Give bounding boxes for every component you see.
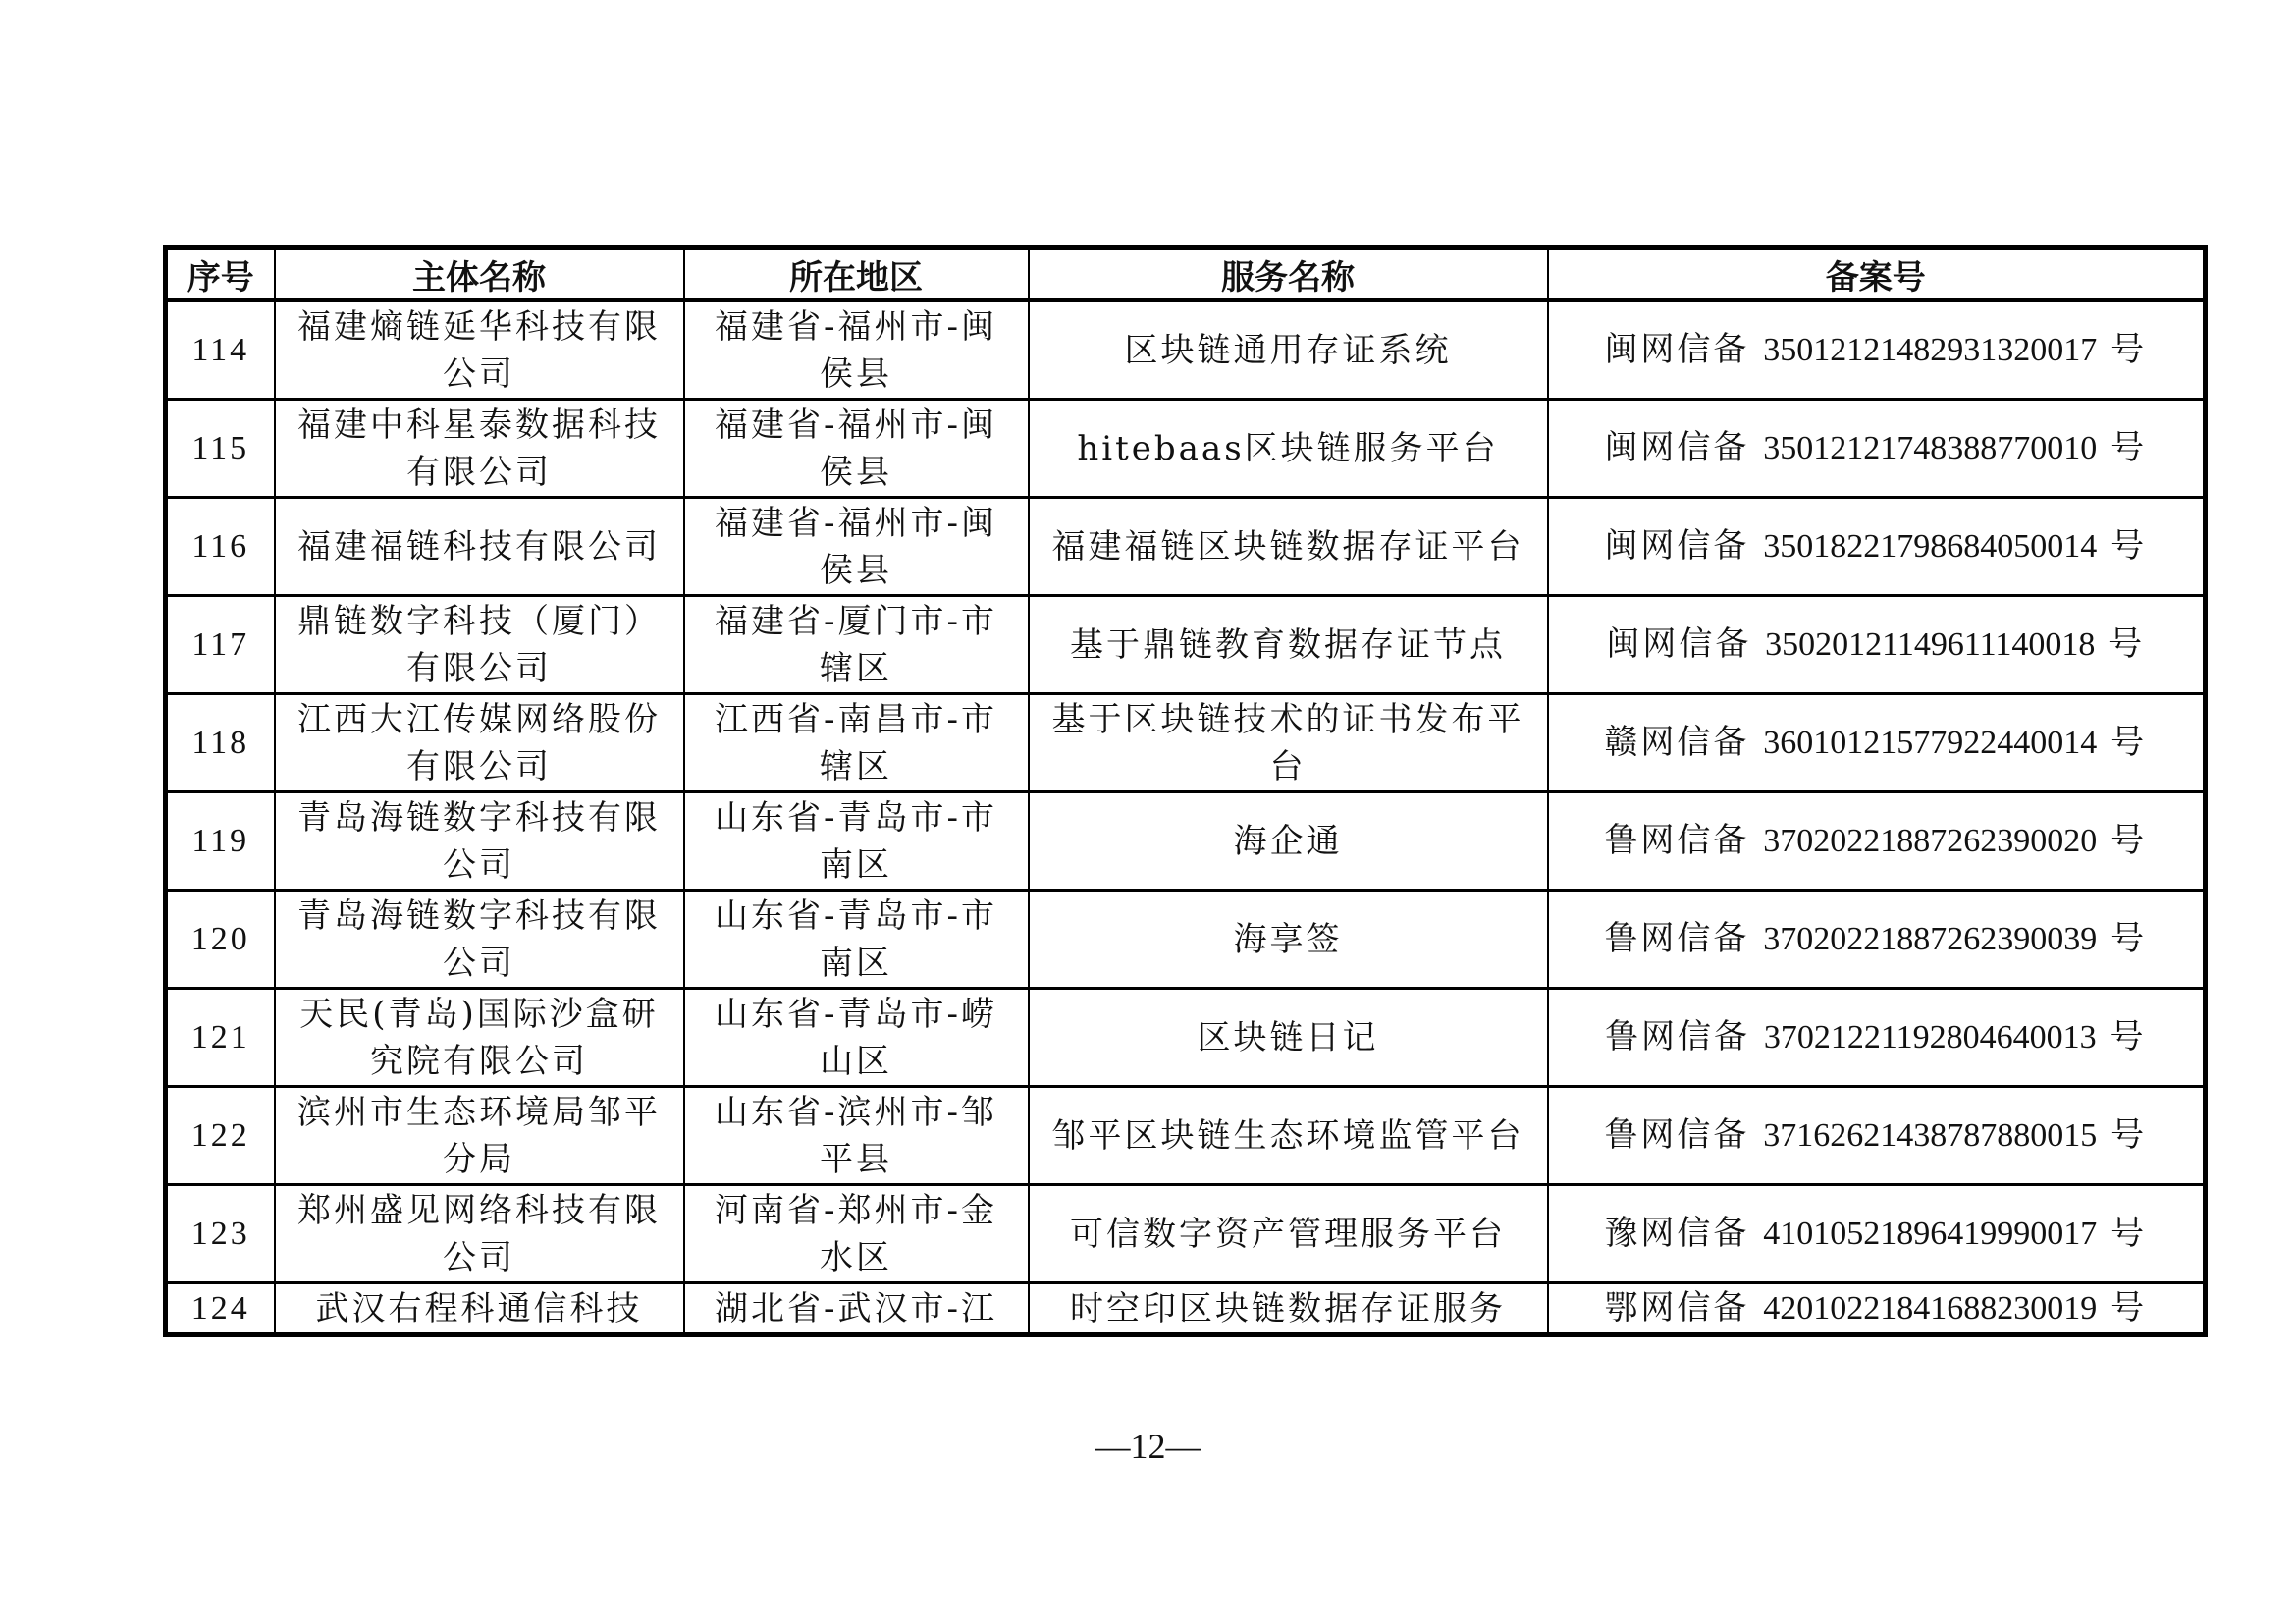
record-digits: 35012121482931320017 xyxy=(1763,332,2098,368)
table-row xyxy=(166,498,2206,596)
cell-record-number xyxy=(1548,792,2206,891)
header-region: 所在地区 xyxy=(684,248,1029,301)
cell-region: 湖北省-武汉市-江 xyxy=(684,1283,1029,1335)
record-digits: 37162621438787880015 xyxy=(1763,1117,2098,1154)
table-row xyxy=(166,989,2206,1087)
cell-region: 江西省-南昌市-市辖区 xyxy=(684,694,1029,792)
record-prefix: 鄂网信备 xyxy=(1604,1288,1750,1327)
header-record-number: 备案号 xyxy=(1548,248,2206,301)
table-row xyxy=(166,596,2206,694)
table-row xyxy=(166,792,2206,891)
record-digits: 35020121149611140018 xyxy=(1765,626,2096,663)
record-suffix: 号 xyxy=(2109,1017,2147,1056)
cell-region: 福建省-福州市-闽侯县 xyxy=(684,400,1029,498)
table-row xyxy=(166,891,2206,989)
record-prefix: 鲁网信备 xyxy=(1604,821,1750,860)
record-prefix: 鲁网信备 xyxy=(1604,1115,1750,1155)
record-prefix: 闽网信备 xyxy=(1606,624,1752,664)
record-prefix: 赣网信备 xyxy=(1604,723,1750,762)
table-row xyxy=(166,400,2206,498)
cell-region: 福建省-福州市-闽侯县 xyxy=(684,300,1029,400)
cell-region: 山东省-青岛市-市南区 xyxy=(684,891,1029,989)
cell-serial-number: 119 xyxy=(166,792,275,891)
record-suffix: 号 xyxy=(2110,723,2148,762)
cell-record-number xyxy=(1548,498,2206,596)
cell-region: 福建省-厦门市-市辖区 xyxy=(684,596,1029,694)
cell-record-number xyxy=(1548,1087,2206,1185)
cell-service-name: hitebaas区块链服务平台 xyxy=(1029,400,1548,498)
cell-region: 山东省-滨州市-邹平县 xyxy=(684,1087,1029,1185)
cell-serial-number: 115 xyxy=(166,400,275,498)
page-number: —12— xyxy=(1095,1427,1201,1466)
cell-serial-number: 121 xyxy=(166,989,275,1087)
record-digits: 35012121748388770010 xyxy=(1763,430,2098,466)
header-service-name: 服务名称 xyxy=(1029,248,1548,301)
cell-service-name: 可信数字资产管理服务平台 xyxy=(1029,1185,1548,1283)
cell-region: 河南省-郑州市-金水区 xyxy=(684,1185,1029,1283)
cell-record-number xyxy=(1548,300,2206,400)
cell-entity-name: 天民(青岛)国际沙盒研究院有限公司 xyxy=(275,989,684,1087)
cell-entity-name: 青岛海链数字科技有限公司 xyxy=(275,792,684,891)
record-prefix: 闽网信备 xyxy=(1604,428,1750,467)
record-digits: 37020221887262390039 xyxy=(1763,921,2098,957)
cell-entity-name: 青岛海链数字科技有限公司 xyxy=(275,891,684,989)
record-prefix: 闽网信备 xyxy=(1604,330,1750,369)
cell-serial-number: 123 xyxy=(166,1185,275,1283)
record-suffix: 号 xyxy=(2110,821,2148,860)
cell-entity-name: 郑州盛见网络科技有限公司 xyxy=(275,1185,684,1283)
record-suffix: 号 xyxy=(2110,1214,2148,1253)
record-suffix: 号 xyxy=(2110,526,2148,566)
record-digits: 35018221798684050014 xyxy=(1763,528,2098,565)
cell-service-name: 基于区块链技术的证书发布平台 xyxy=(1029,694,1548,792)
table-row xyxy=(166,1087,2206,1185)
cell-service-name: 基于鼎链教育数据存证节点 xyxy=(1029,596,1548,694)
record-digits: 37020221887262390020 xyxy=(1763,823,2098,859)
record-digits: 36010121577922440014 xyxy=(1763,725,2098,761)
record-prefix: 鲁网信备 xyxy=(1605,1017,1751,1056)
table-row xyxy=(166,300,2206,400)
table-row xyxy=(166,694,2206,792)
cell-region: 山东省-青岛市-崂山区 xyxy=(684,989,1029,1087)
cell-service-name: 区块链日记 xyxy=(1029,989,1548,1087)
cell-entity-name: 滨州市生态环境局邹平分局 xyxy=(275,1087,684,1185)
cell-entity-name: 武汉右程科通信科技 xyxy=(275,1283,684,1335)
cell-service-name: 海享签 xyxy=(1029,891,1548,989)
record-prefix: 鲁网信备 xyxy=(1604,919,1750,958)
record-digits: 42010221841688230019 xyxy=(1763,1290,2098,1326)
cell-serial-number: 117 xyxy=(166,596,275,694)
record-suffix: 号 xyxy=(2110,919,2148,958)
record-prefix: 闽网信备 xyxy=(1604,526,1750,566)
record-suffix: 号 xyxy=(2109,624,2146,664)
cell-entity-name: 福建熵链延华科技有限公司 xyxy=(275,300,684,400)
record-suffix: 号 xyxy=(2110,428,2148,467)
cell-entity-name: 福建中科星泰数据科技有限公司 xyxy=(275,400,684,498)
cell-serial-number: 114 xyxy=(166,300,275,400)
record-suffix: 号 xyxy=(2110,330,2148,369)
cell-service-name: 时空印区块链数据存证服务 xyxy=(1029,1283,1548,1335)
cell-serial-number: 120 xyxy=(166,891,275,989)
cell-service-name: 区块链通用存证系统 xyxy=(1029,300,1548,400)
cell-entity-name: 鼎链数字科技（厦门）有限公司 xyxy=(275,596,684,694)
cell-service-name: 海企通 xyxy=(1029,792,1548,891)
cell-entity-name: 江西大江传媒网络股份有限公司 xyxy=(275,694,684,792)
cell-region: 福建省-福州市-闽侯县 xyxy=(684,498,1029,596)
table-header-row xyxy=(166,248,2206,301)
cell-record-number xyxy=(1548,596,2206,694)
registry-table xyxy=(163,245,2208,1337)
record-suffix: 号 xyxy=(2110,1115,2148,1155)
record-suffix: 号 xyxy=(2110,1288,2148,1327)
cell-serial-number: 118 xyxy=(166,694,275,792)
cell-serial-number: 116 xyxy=(166,498,275,596)
header-entity-name: 主体名称 xyxy=(275,248,684,301)
cell-record-number xyxy=(1548,1283,2206,1335)
cell-service-name: 邹平区块链生态环境监管平台 xyxy=(1029,1087,1548,1185)
cell-serial-number: 124 xyxy=(166,1283,275,1335)
header-serial-number: 序号 xyxy=(166,248,275,301)
cell-record-number xyxy=(1548,400,2206,498)
record-prefix: 豫网信备 xyxy=(1604,1214,1750,1253)
cell-region: 山东省-青岛市-市南区 xyxy=(684,792,1029,891)
cell-record-number xyxy=(1548,694,2206,792)
cell-service-name: 福建福链区块链数据存证平台 xyxy=(1029,498,1548,596)
table-row xyxy=(166,1185,2206,1283)
cell-entity-name: 福建福链科技有限公司 xyxy=(275,498,684,596)
cell-record-number xyxy=(1548,1185,2206,1283)
table-row xyxy=(166,1283,2206,1335)
record-digits: 37021221192804640013 xyxy=(1763,1019,2097,1056)
cell-serial-number: 122 xyxy=(166,1087,275,1185)
cell-record-number xyxy=(1548,989,2206,1087)
record-digits: 41010521896419990017 xyxy=(1763,1216,2098,1252)
cell-record-number xyxy=(1548,891,2206,989)
